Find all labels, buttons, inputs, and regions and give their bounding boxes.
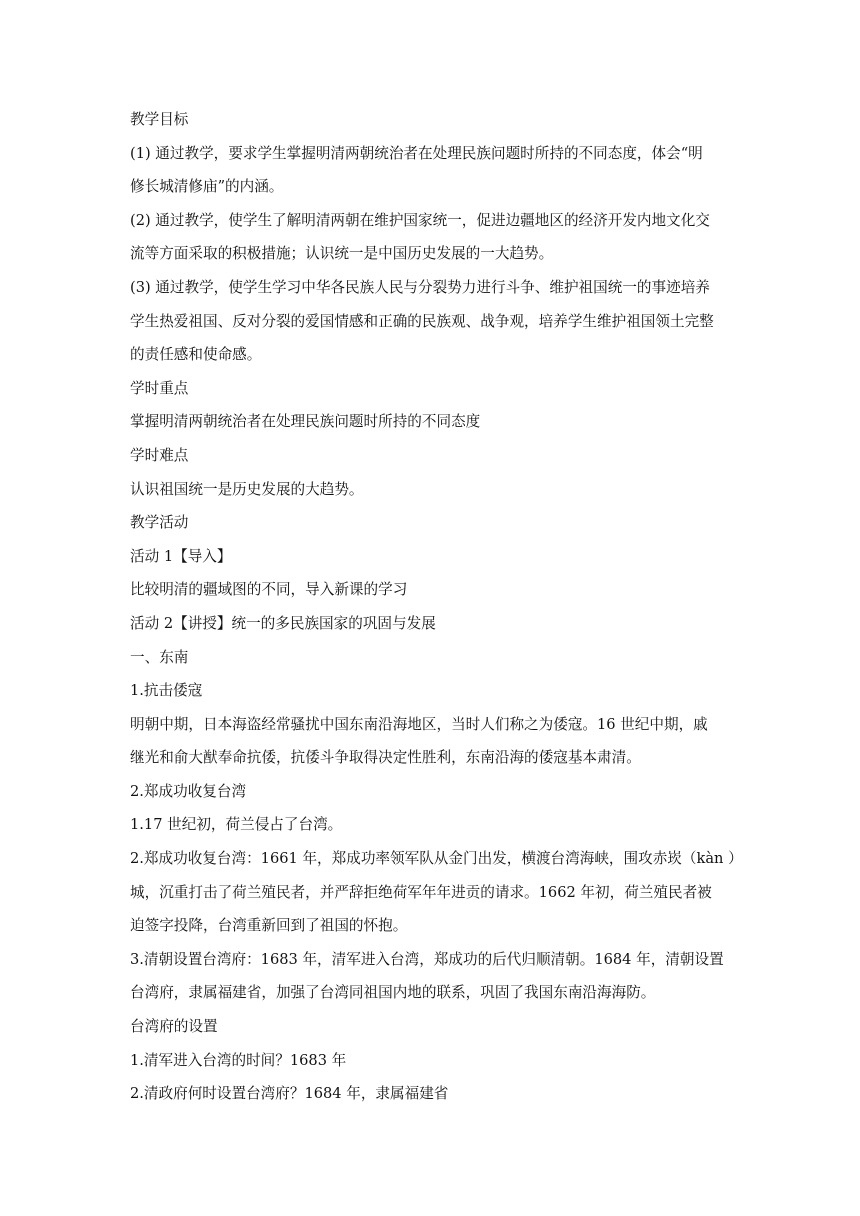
goal-2-line-1: (2) 通过教学，使学生了解明清两朝在维护国家统一，促进边疆地区的经济开发内地文化交	[130, 211, 710, 229]
heading-difficulties: 学时难点	[130, 446, 189, 464]
section-southeast: 一、东南	[130, 648, 189, 666]
subsection-anti-pirate: 1.抗击倭寇	[130, 682, 203, 700]
question-2: 2.清政府何时设置台湾府？1684 年，隶属福建省	[130, 1085, 449, 1103]
heading-key-points: 学时重点	[130, 379, 189, 397]
taiwan-point-3-line-1: 3.清朝设置台湾府：1683 年，清军进入台湾，郑成功的后代归顺清朝。1684 年，清朝设置	[130, 950, 724, 968]
document-body	[130, 103, 743, 1111]
taiwan-point-2-line-1: 2.郑成功收复台湾：1661 年，郑成功率领军队从金门出发，横渡台湾海峡，围攻赤崁（kàn ）	[130, 850, 743, 868]
goal-3-line-3: 的责任感和使命感。	[130, 346, 262, 364]
question-1: 1.清军进入台湾的时间？1683 年	[130, 1051, 347, 1069]
taiwan-point-2-line-2: 城，沉重打击了荷兰殖民者，并严辞拒绝荷军年年进贡的请求。1662 年初，荷兰殖民者被	[130, 883, 712, 901]
key-points-text: 掌握明清两朝统治者在处理民族问题时所持的不同态度	[130, 413, 481, 431]
anti-pirate-line-1: 明朝中期，日本海盗经常骚扰中国东南沿海地区，当时人们称之为倭寇。16 世纪中期，戚	[130, 715, 708, 733]
activity-2-title: 活动 2【讲授】统一的多民族国家的巩固与发展	[130, 614, 436, 632]
goal-2-line-2: 流等方面采取的积极措施；认识统一是中国历史发展的一大趋势。	[130, 245, 554, 263]
anti-pirate-line-2: 继光和俞大猷奉命抗倭，抗倭斗争取得决定性胜利，东南沿海的倭寇基本肃清。	[130, 749, 641, 767]
difficulties-text: 认识祖国统一是历史发展的大趋势。	[130, 480, 364, 498]
taiwan-point-2-line-3: 迫签字投降，台湾重新回到了祖国的怀抱。	[130, 917, 408, 935]
activity-1-text: 比较明清的疆域图的不同，导入新课的学习	[130, 581, 408, 599]
goal-3-line-2: 学生热爱祖国、反对分裂的爱国情感和正确的民族观、战争观，培养学生维护祖国领土完整	[130, 312, 714, 330]
goal-3-line-1: (3) 通过教学，使学生学习中华各民族人民与分裂势力进行斗争、维护祖国统一的事迹培养	[130, 278, 710, 296]
taiwan-point-3-line-2: 台湾府，隶属福建省，加强了台湾同祖国内地的联系，巩固了我国东南沿海海防。	[130, 984, 656, 1002]
goal-1-line-1: (1) 通过教学，要求学生掌握明清两朝统治者在处理民族问题时所持的不同态度，体会“明	[130, 144, 703, 162]
activity-1-title: 活动 1【导入】	[130, 547, 232, 565]
heading-taiwan-prefecture: 台湾府的设置	[130, 1018, 218, 1036]
heading-activities: 教学活动	[130, 514, 189, 532]
heading-teaching-goals: 教学目标	[130, 111, 189, 128]
goal-1-line-2: 修长城清修庙”的内涵。	[130, 178, 284, 196]
taiwan-point-1: 1.17 世纪初，荷兰侵占了台湾。	[130, 816, 343, 834]
subsection-taiwan-recovery: 2.郑成功收复台湾	[130, 782, 247, 800]
